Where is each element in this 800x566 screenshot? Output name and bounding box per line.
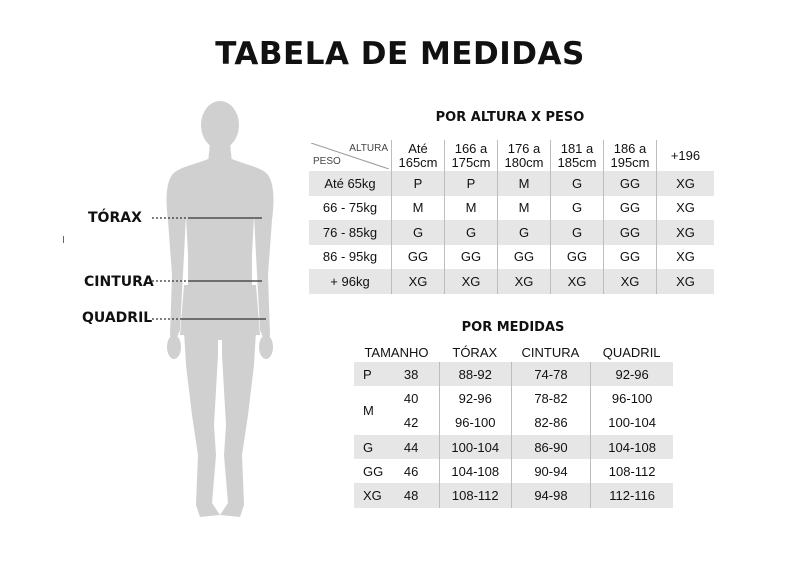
hip-value: 112-116 xyxy=(590,483,673,507)
size-cell: XG xyxy=(444,269,497,294)
size-number: 40 xyxy=(403,390,419,406)
waist-value: 78-82 xyxy=(511,386,591,410)
size-number: 42 xyxy=(403,415,419,431)
size-cell: G xyxy=(391,220,444,245)
size-cell: G xyxy=(550,171,603,196)
height-weight-table xyxy=(309,140,714,294)
corner-height-label: ALTURA xyxy=(349,143,388,154)
weight-row-label: 86 - 95kg xyxy=(322,249,378,265)
waist-value: 82-86 xyxy=(511,411,591,435)
chest-value: 108-112 xyxy=(439,483,511,507)
hip-value: 92-96 xyxy=(590,362,673,386)
height-column-header: 166 a 175cm xyxy=(444,140,497,171)
waist-label: CINTURA xyxy=(84,274,154,290)
body-silhouette-figure xyxy=(150,95,290,525)
size-cell: G xyxy=(550,220,603,245)
height-column-header: 186 a 195cm xyxy=(603,140,656,171)
table-row xyxy=(309,245,714,270)
size-cell: GG xyxy=(603,171,656,196)
hip-value: 108-112 xyxy=(590,459,673,483)
chest-value: 104-108 xyxy=(439,459,511,483)
size-cell: P xyxy=(444,171,497,196)
measures-table xyxy=(354,343,673,508)
size-cell: G xyxy=(497,220,550,245)
height-weight-title: POR ALTURA X PESO xyxy=(435,110,585,125)
size-number: 38 xyxy=(383,362,439,386)
height-column-header: 176 a 180cm xyxy=(497,140,550,171)
size-number: 46 xyxy=(403,463,419,479)
size-cell: GG xyxy=(391,245,444,270)
tick-mark xyxy=(63,236,64,243)
weight-row-label: 66 - 75kg xyxy=(322,200,378,216)
size-cell: GG xyxy=(550,245,603,270)
size-cell: G xyxy=(444,220,497,245)
chest-value: 88-92 xyxy=(439,362,511,386)
height-column-header: 181 a 185cm xyxy=(550,140,603,171)
table-row xyxy=(354,459,673,483)
size-label: XG xyxy=(354,483,383,507)
chest-value: 92-96 xyxy=(439,386,511,410)
chest-value: 96-100 xyxy=(439,411,511,435)
size-cell: GG xyxy=(603,245,656,270)
weight-row-label: + 96kg xyxy=(309,269,391,294)
corner-weight-label: PESO xyxy=(313,156,341,167)
size-number: 44 xyxy=(383,435,439,459)
hip-value: 100-104 xyxy=(590,411,673,435)
waist-value: 74-78 xyxy=(511,362,591,386)
size-cell: GG xyxy=(603,220,656,245)
size-cell: XG xyxy=(656,245,714,270)
size-cell: XG xyxy=(550,269,603,294)
weight-row-label: Até 65kg xyxy=(309,171,391,196)
chest-label: TÓRAX xyxy=(88,210,142,226)
waist-value: 94-98 xyxy=(511,483,591,507)
size-label: P xyxy=(354,362,383,386)
waist-value: 86-90 xyxy=(511,435,591,459)
size-cell: XG xyxy=(391,269,444,294)
table-row xyxy=(354,411,673,435)
size-cell: XG xyxy=(656,220,714,245)
size-cell: XG xyxy=(603,269,656,294)
size-cell: XG xyxy=(656,269,714,294)
size-cell: M xyxy=(391,196,444,221)
size-cell: GG xyxy=(444,245,497,270)
size-cell: XG xyxy=(656,171,714,196)
chest-header: TÓRAX xyxy=(452,345,498,360)
table-corner-cell xyxy=(309,140,391,171)
table-row xyxy=(354,386,673,410)
table-row xyxy=(354,435,673,459)
size-cell: GG xyxy=(497,245,550,270)
size-cell: XG xyxy=(656,196,714,221)
size-label: M xyxy=(363,403,374,419)
height-column-header: +196 xyxy=(656,140,714,171)
measures-title: POR MEDIDAS xyxy=(461,320,565,335)
waist-value: 90-94 xyxy=(511,459,591,483)
hip-value: 96-100 xyxy=(590,386,673,410)
hip-value: 104-108 xyxy=(590,435,673,459)
size-cell: M xyxy=(497,196,550,221)
size-cell: XG xyxy=(497,269,550,294)
size-label: G xyxy=(354,435,383,459)
table-row xyxy=(309,171,714,196)
size-cell: GG xyxy=(603,196,656,221)
hip-header: QUADRIL xyxy=(602,345,661,360)
size-number: 48 xyxy=(383,483,439,507)
size-cell: M xyxy=(444,196,497,221)
table-row xyxy=(354,483,673,507)
size-cell: P xyxy=(391,171,444,196)
size-label: GG xyxy=(363,463,384,479)
table-row xyxy=(309,196,714,221)
size-cell: M xyxy=(497,171,550,196)
table-row xyxy=(354,362,673,386)
table-row xyxy=(309,269,714,294)
table-row xyxy=(309,220,714,245)
hip-label: QUADRIL xyxy=(82,310,153,326)
size-cell: G xyxy=(550,196,603,221)
weight-row-label: 76 - 85kg xyxy=(309,220,391,245)
chest-value: 100-104 xyxy=(439,435,511,459)
waist-header: CINTURA xyxy=(521,345,580,360)
height-column-header: Até 165cm xyxy=(391,140,444,171)
page-title: TABELA DE MEDIDAS xyxy=(215,36,585,72)
size-header: TAMANHO xyxy=(364,345,429,360)
